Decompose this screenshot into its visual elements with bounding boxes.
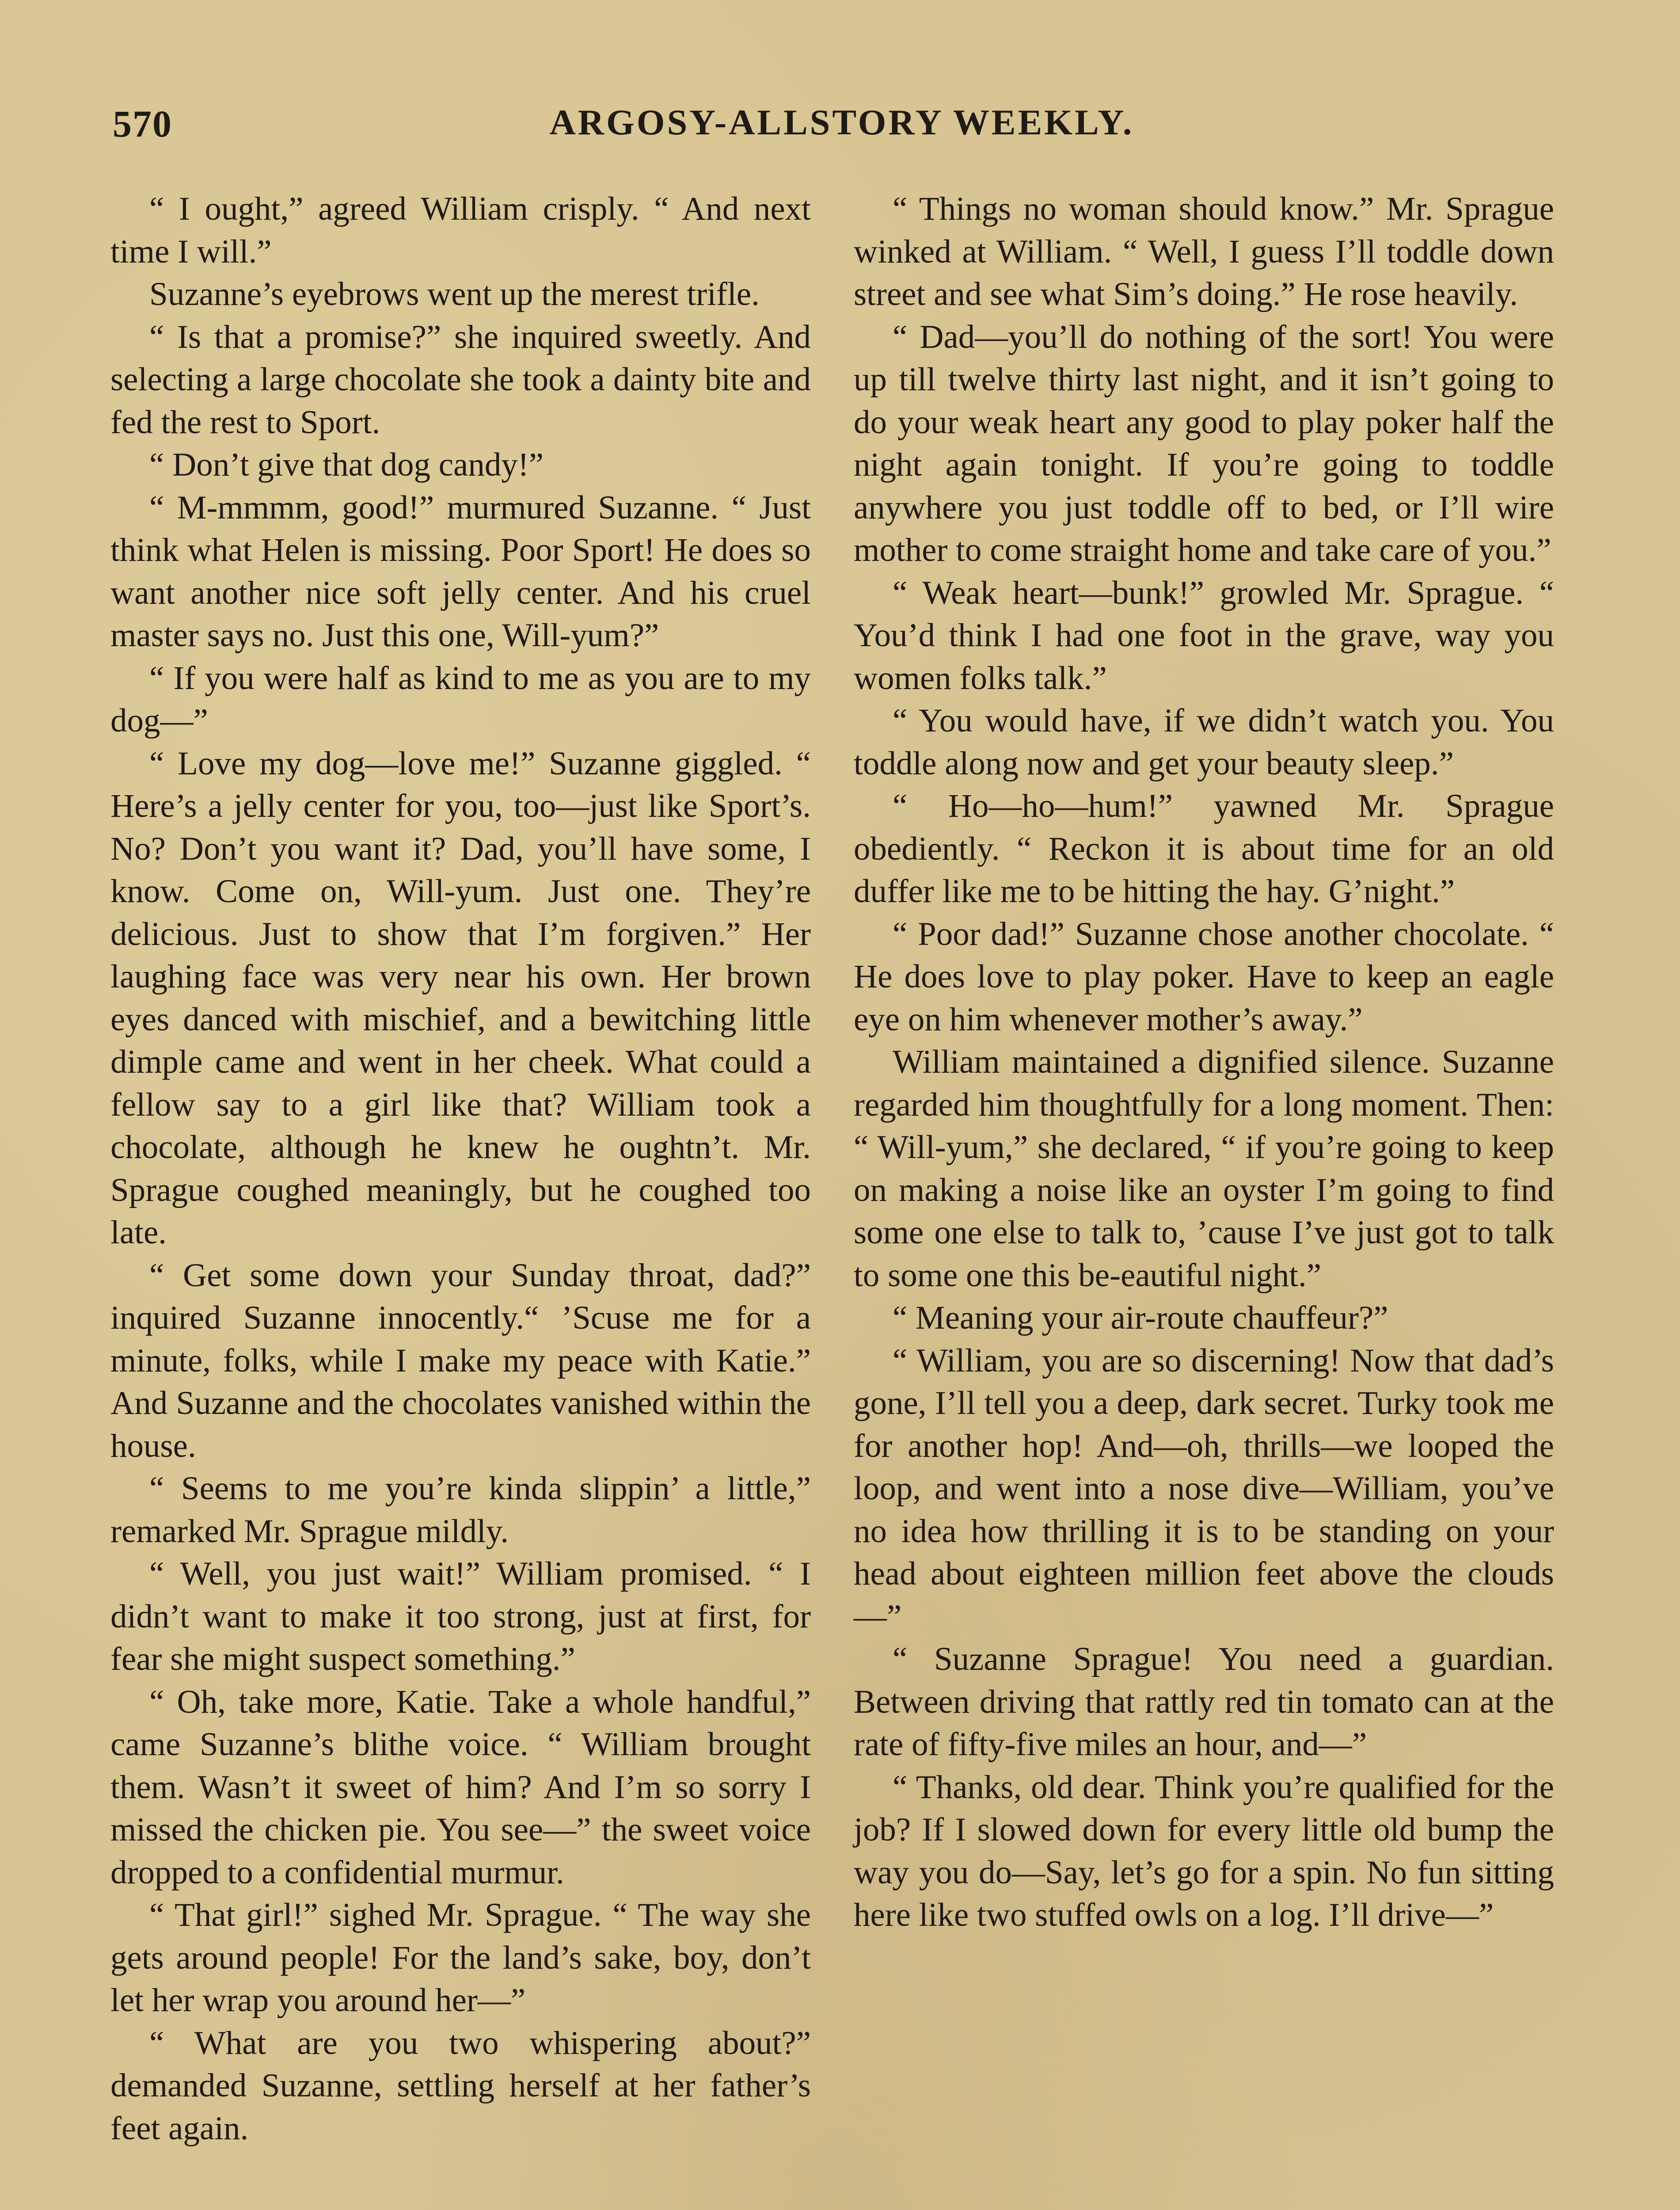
paragraph: “ Ho—ho—hum!” yawned Mr. Sprague obediently. “ Reckon it is about time for an old duffer like me to be hitting the hay. G’night.”: [854, 788, 1554, 910]
paragraph: “ Oh, take more, Katie. Take a whole handful,” came Suzanne’s blithe voice. “ William brought them. Wasn’t it sweet of him? And I’m so sorry I missed the chicken pie. You see—” the sweet voice dropped to a confidential murmur.: [110, 1683, 811, 1891]
paragraph: “ I ought,” agreed William crisply. “ And next time I will.”: [110, 191, 811, 270]
paragraph: “ Is that a promise?” she inquired sweetly. And selecting a large chocolate she took a dainty bite and fed the rest to Sport.: [110, 318, 811, 441]
paragraph: “ Thanks, old dear. Think you’re qualified for the job? If I slowed down for every little old bump the way you do—Say, let’s go for a spin. No fun sitting here like two stuffed owls on a log. I’ll drive—”: [854, 1768, 1554, 1933]
paragraph: “ Don’t give that dog candy!”: [149, 446, 544, 483]
paragraph: “ If you were half as kind to me as you are to my dog—”: [110, 659, 811, 739]
paragraph: “ Weak heart—bunk!” growled Mr. Sprague. “ You’d think I had one foot in the grave, way you women folks talk.”: [854, 574, 1554, 697]
paragraph: “ Meaning your air-route chauffeur?”: [893, 1299, 1388, 1336]
paragraph: “ Poor dad!” Suzanne chose another chocolate. “ He does love to play poker. Have to keep an eagle eye on him whenever mother’s away.”: [854, 915, 1554, 1038]
paragraph: “ William, you are so discerning! Now that dad’s gone, I’ll tell you a deep, dark secret. Turky took me for another hop! And—oh, thrills—we looped the loop, and went into a nose dive—William, you’ve no idea how thrilling it is to be standing on your head about eighteen million feet above the clouds—”: [854, 1342, 1554, 1635]
page-header: [113, 102, 1571, 159]
paragraph: “ M-mmmm, good!” murmured Suzanne. “ Just think what Helen is missing. Poor Sport! He does so want another nice soft jelly center. And his cruel master says no. Just this one, Will-yum?”: [110, 489, 811, 654]
paragraph: “ You would have, if we didn’t watch you. You toddle along now and get your beauty sleep.”: [854, 702, 1554, 782]
paragraph: “ Love my dog—love me!” Suzanne giggled. “ Here’s a jelly center for you, too—just like Sport’s. No? Don’t you want it? Dad, you’ll have some, I know. Come on, Will-yum. Just one. They’re delicious. Just to show that I’m forgiven.” Her laughing face was very near his own. Her brown eyes danced with mischief, and a bewitching little dimple came and went in her cheek. What could a fellow say to a girl like that? William took a chocolate, although he knew he oughtn’t. Mr. Sprague coughed meaningly, but he coughed too late.: [110, 745, 811, 1251]
paragraph: “ Get some down your Sunday throat, dad?” inquired Suzanne innocently.“ ’Scuse me for a minute, folks, while I make my peace with Katie.” And Suzanne and the chocolates vanished within the house.: [110, 1257, 811, 1464]
left-column: [110, 188, 811, 2150]
right-column: [854, 188, 1554, 1937]
paragraph: William maintained a dignified silence. Suzanne regarded him thoughtfully for a long moment. Then: “ Will-yum,” she declared, “ if you’re going to keep on making a noise like an oyster I’m going to find some one else to talk to, ’cause I’ve just got to talk to some one this be-eautiful night.”: [854, 1044, 1554, 1294]
paragraph: “ Things no woman should know.” Mr. Sprague winked at William. “ Well, I guess I’ll toddle down street and see what Sim’s doing.” He rose heavily.: [854, 191, 1554, 312]
paragraph: “ Dad—you’ll do nothing of the sort! You were up till twelve thirty last night, and it isn’t going to do your weak heart any good to play poker half the night again tonight. If you’re going to toddle anywhere you just toddle off to bed, or I’ll wire mother to come straight home and take care of you.”: [854, 318, 1554, 568]
paragraph: “ That girl!” sighed Mr. Sprague. “ The way she gets around people! For the land’s sake, boy, don’t let her wrap you around her—”: [110, 1897, 811, 2019]
paragraph: “ Well, you just wait!” William promised. “ I didn’t want to make it too strong, just at first, for fear she might suspect something.”: [110, 1555, 811, 1677]
paragraph: Suzanne’s eyebrows went up the merest trifle.: [149, 276, 760, 312]
page-number: 570: [113, 103, 172, 145]
paragraph: “ Suzanne Sprague! You need a guardian. Between driving that rattly red tin tomato can at the rate of fifty-five miles an hour, and—”: [854, 1641, 1554, 1763]
paragraph: “ What are you two whispering about?” demanded Suzanne, settling herself at her father’s feet again.: [110, 2024, 811, 2147]
paragraph: “ Seems to me you’re kinda slippin’ a little,” remarked Mr. Sprague mildly.: [110, 1470, 811, 1550]
running-head: ARGOSY-ALLSTORY WEEKLY.: [549, 102, 1134, 142]
